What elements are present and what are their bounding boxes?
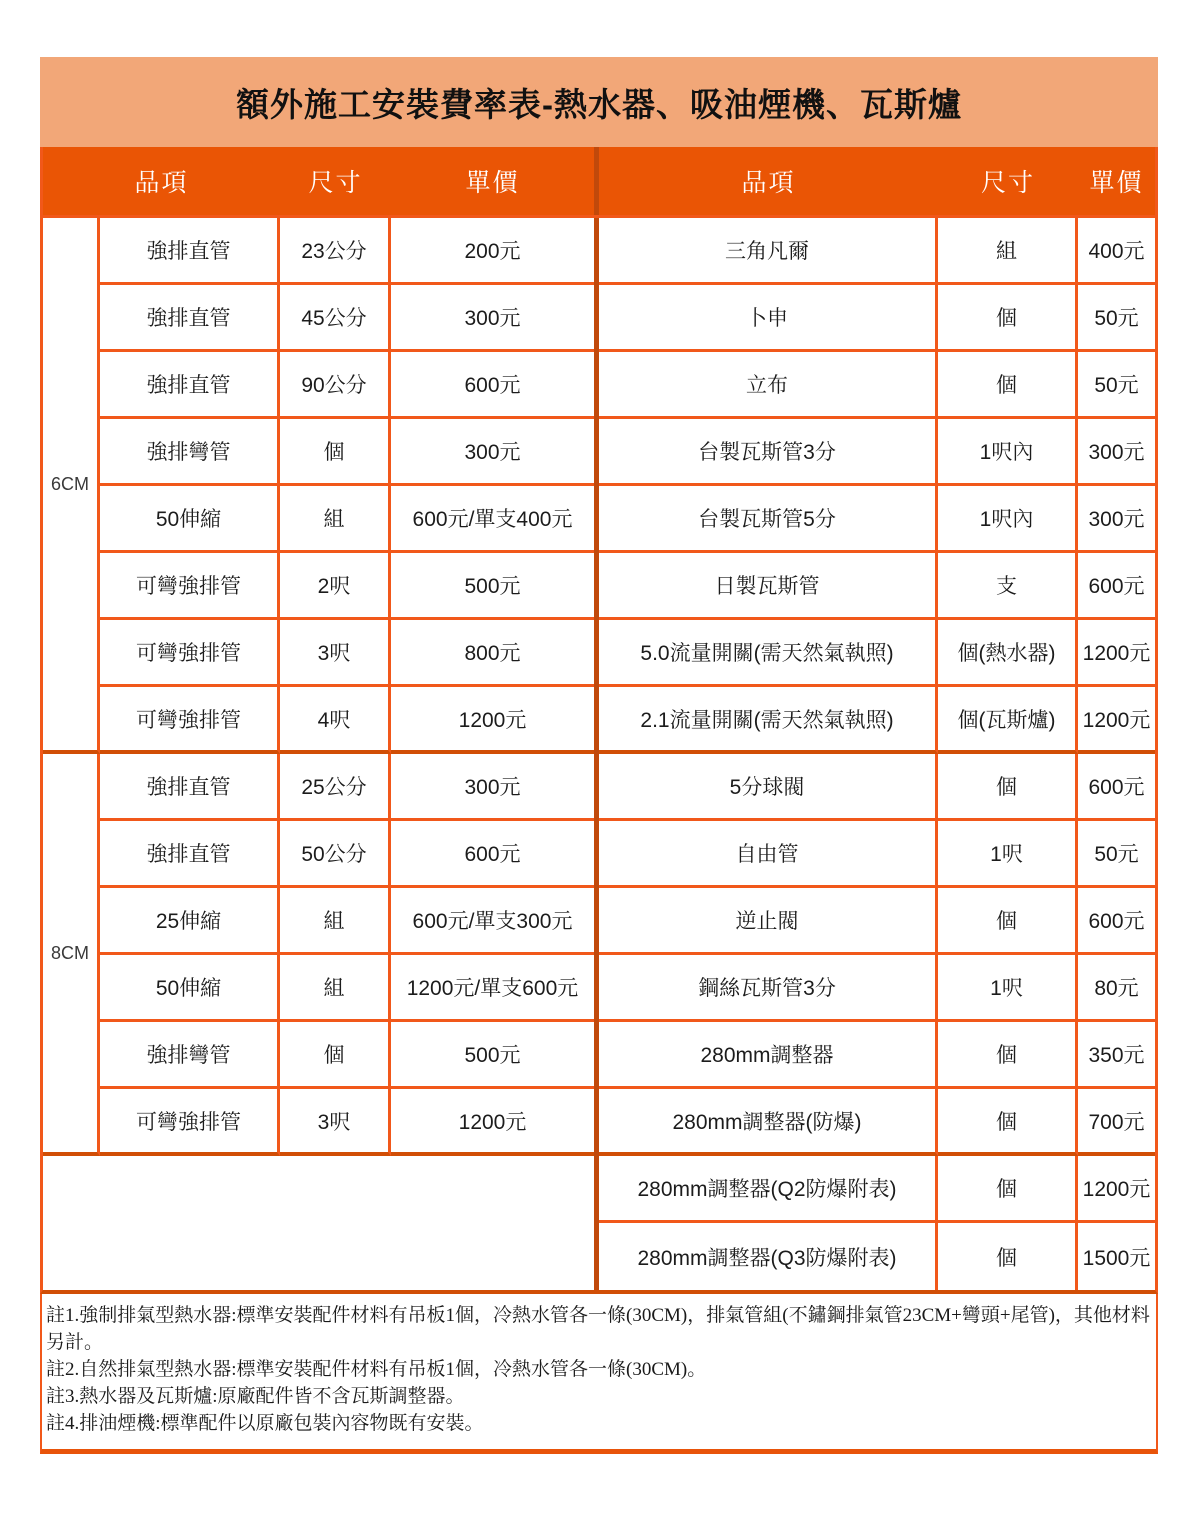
group-label-8cm: 8CM xyxy=(43,754,100,1156)
left-half-table xyxy=(43,218,594,1290)
price-cell: 1200元 xyxy=(391,1089,594,1156)
header-size-right: 尺寸 xyxy=(980,169,1035,197)
item-cell: 280mm調整器(防爆) xyxy=(599,1089,938,1156)
item-cell: 可彎強排管 xyxy=(100,553,280,620)
header-price-right: 單價 xyxy=(1089,169,1144,197)
size-cell: 個 xyxy=(938,1089,1078,1156)
item-cell: 自由管 xyxy=(599,821,938,888)
item-cell: 台製瓦斯管3分 xyxy=(599,419,938,486)
item-cell: 5.0流量開關(需天然氣執照) xyxy=(599,620,938,687)
size-cell: 3呎 xyxy=(280,1089,391,1156)
size-cell: 1呎 xyxy=(938,821,1078,888)
price-cell: 50元 xyxy=(1078,285,1155,352)
item-cell: 強排直管 xyxy=(100,352,280,419)
size-cell: 45公分 xyxy=(280,285,391,352)
price-cell: 600元/單支400元 xyxy=(391,486,594,553)
item-cell: 強排彎管 xyxy=(100,1022,280,1089)
right-half-table xyxy=(594,218,1155,1290)
size-cell: 25公分 xyxy=(280,754,391,821)
size-cell: 2呎 xyxy=(280,553,391,620)
fee-rate-table xyxy=(40,57,1158,1454)
footnotes-box xyxy=(40,1294,1158,1454)
price-cell: 500元 xyxy=(391,1022,594,1089)
size-cell: 1呎內 xyxy=(938,419,1078,486)
item-cell: 台製瓦斯管5分 xyxy=(599,486,938,553)
item-cell: 立布 xyxy=(599,352,938,419)
item-cell: 三角凡爾 xyxy=(599,218,938,285)
size-cell: 個 xyxy=(938,1156,1078,1223)
item-cell: 強排直管 xyxy=(100,285,280,352)
size-cell: 50公分 xyxy=(280,821,391,888)
size-cell: 1呎 xyxy=(938,955,1078,1022)
footnote-1: 註1.強制排氣型熱水器:標準安裝配件材料有吊板1個，冷熱水管各一條(30CM)，排氣管組(不鏽鋼排氣管23CM+彎頭+尾管)，其他材料另計。 xyxy=(46,1305,1150,1353)
item-cell: 強排直管 xyxy=(100,218,280,285)
size-cell: 個 xyxy=(938,352,1078,419)
size-cell: 4呎 xyxy=(280,687,391,754)
price-cell: 50元 xyxy=(1078,352,1155,419)
item-cell: 可彎強排管 xyxy=(100,620,280,687)
price-cell: 700元 xyxy=(1078,1089,1155,1156)
header-size-left: 尺寸 xyxy=(308,169,363,197)
price-cell: 1200元 xyxy=(1078,687,1155,754)
item-cell: 逆止閥 xyxy=(599,888,938,955)
size-cell: 3呎 xyxy=(280,620,391,687)
price-cell: 80元 xyxy=(1078,955,1155,1022)
price-cell: 300元 xyxy=(391,754,594,821)
size-cell: 支 xyxy=(938,553,1078,620)
price-cell: 1200元/單支600元 xyxy=(391,955,594,1022)
header-item-right: 品項 xyxy=(741,169,796,197)
item-cell: 50伸縮 xyxy=(100,486,280,553)
header-item-left: 品項 xyxy=(134,169,189,197)
item-cell: 280mm調整器(Q2防爆附表) xyxy=(599,1156,938,1223)
size-cell: 組 xyxy=(280,486,391,553)
price-cell: 1200元 xyxy=(391,687,594,754)
size-cell: 個 xyxy=(280,419,391,486)
item-cell: 日製瓦斯管 xyxy=(599,553,938,620)
group-label-6cm: 6CM xyxy=(43,218,100,754)
item-cell: 50伸縮 xyxy=(100,955,280,1022)
price-cell: 800元 xyxy=(391,620,594,687)
size-cell: 23公分 xyxy=(280,218,391,285)
price-cell: 600元 xyxy=(1078,754,1155,821)
table-body xyxy=(43,218,1155,1290)
size-cell: 個 xyxy=(938,888,1078,955)
size-cell: 組 xyxy=(938,218,1078,285)
item-cell: 強排直管 xyxy=(100,754,280,821)
price-cell: 300元 xyxy=(391,285,594,352)
price-cell: 600元/單支300元 xyxy=(391,888,594,955)
price-cell: 350元 xyxy=(1078,1022,1155,1089)
header-right-half xyxy=(594,147,1155,215)
item-cell: 強排直管 xyxy=(100,821,280,888)
footnote-2: 註2.自然排氣型熱水器:標準安裝配件材料有吊板1個，冷熱水管各一條(30CM)。 xyxy=(46,1359,707,1380)
price-cell: 600元 xyxy=(391,821,594,888)
price-cell: 600元 xyxy=(1078,553,1155,620)
header-price-left: 單價 xyxy=(465,169,520,197)
page-title: 額外施工安裝費率表-熱水器、吸油煙機、瓦斯爐 xyxy=(236,85,962,123)
size-cell: 個 xyxy=(938,1022,1078,1089)
item-cell: 5分球閥 xyxy=(599,754,938,821)
size-cell: 組 xyxy=(280,955,391,1022)
price-cell: 200元 xyxy=(391,218,594,285)
size-cell: 個 xyxy=(938,1223,1078,1290)
table-grid xyxy=(40,147,1158,1294)
table-header-row xyxy=(43,147,1155,218)
price-cell: 300元 xyxy=(1078,486,1155,553)
empty-merged-cell xyxy=(43,1156,594,1290)
size-cell: 個(瓦斯爐) xyxy=(938,687,1078,754)
price-cell: 600元 xyxy=(1078,888,1155,955)
item-cell: 強排彎管 xyxy=(100,419,280,486)
footnote-3: 註3.熱水器及瓦斯爐:原廠配件皆不含瓦斯調整器。 xyxy=(46,1386,465,1407)
price-cell: 1500元 xyxy=(1078,1223,1155,1290)
size-cell: 個 xyxy=(938,754,1078,821)
price-cell: 1200元 xyxy=(1078,620,1155,687)
price-cell: 600元 xyxy=(391,352,594,419)
price-cell: 300元 xyxy=(391,419,594,486)
size-cell: 1呎內 xyxy=(938,486,1078,553)
table-title-band xyxy=(40,57,1158,147)
item-cell: 鋼絲瓦斯管3分 xyxy=(599,955,938,1022)
size-cell: 個 xyxy=(280,1022,391,1089)
item-cell: 25伸縮 xyxy=(100,888,280,955)
item-cell: 卜申 xyxy=(599,285,938,352)
item-cell: 可彎強排管 xyxy=(100,687,280,754)
size-cell: 個(熱水器) xyxy=(938,620,1078,687)
price-cell: 500元 xyxy=(391,553,594,620)
price-cell: 300元 xyxy=(1078,419,1155,486)
price-cell: 50元 xyxy=(1078,821,1155,888)
size-cell: 組 xyxy=(280,888,391,955)
price-cell: 1200元 xyxy=(1078,1156,1155,1223)
size-cell: 90公分 xyxy=(280,352,391,419)
item-cell: 280mm調整器 xyxy=(599,1022,938,1089)
footnote-4: 註4.排油煙機:標準配件以原廠包裝內容物既有安裝。 xyxy=(46,1413,484,1434)
item-cell: 2.1流量開關(需天然氣執照) xyxy=(599,687,938,754)
item-cell: 可彎強排管 xyxy=(100,1089,280,1156)
size-cell: 個 xyxy=(938,285,1078,352)
item-cell: 280mm調整器(Q3防爆附表) xyxy=(599,1223,938,1290)
price-cell: 400元 xyxy=(1078,218,1155,285)
